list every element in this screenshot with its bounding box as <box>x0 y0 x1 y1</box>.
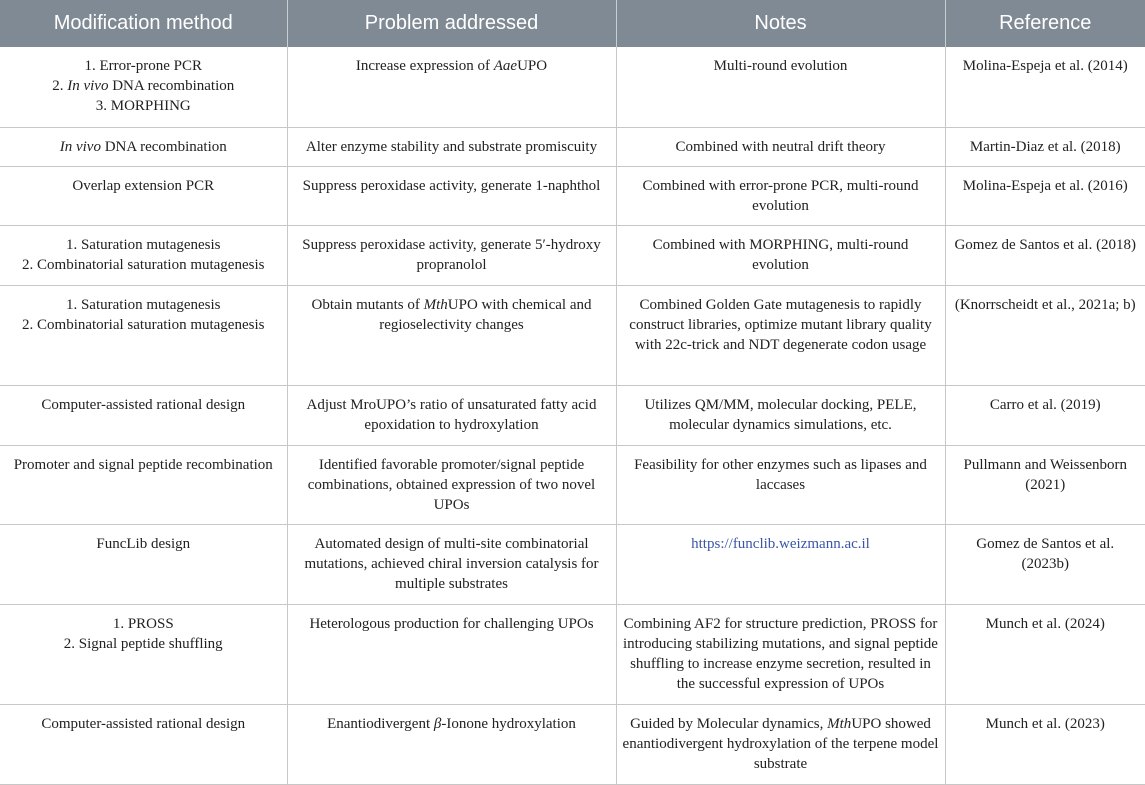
notes-cell: Multi-round evolution <box>616 47 945 127</box>
reference-cell: Martin-Diaz et al. (2018) <box>945 127 1145 166</box>
reference-cell: Munch et al. (2024) <box>945 604 1145 704</box>
notes-cell: Utilizes QM/MM, molecular docking, PELE, molecular dynamics simulations, etc. <box>616 385 945 445</box>
notes-cell: Combined with neutral drift theory <box>616 127 945 166</box>
table-row <box>0 704 1145 784</box>
method-cell <box>0 604 287 704</box>
table-row <box>0 166 1145 225</box>
problem-cell: Enantiodivergent β-Ionone hydroxylation <box>287 704 616 784</box>
method-line: In vivo DNA recombination <box>59 138 227 155</box>
header-row <box>0 0 1145 47</box>
table-row <box>0 385 1145 445</box>
method-line: 1. PROSS <box>112 615 174 632</box>
problem-cell: Obtain mutants of MthUPO with chemical and regioselectivity changes <box>287 285 616 385</box>
header-problem-addressed: Problem addressed <box>287 0 616 47</box>
problem-cell: Identified favorable promoter/signal peptide combinations, obtained expression of two novel UPOs <box>287 445 616 524</box>
table-row <box>0 285 1145 385</box>
method-line: 2. Signal peptide shuffling <box>63 635 223 652</box>
method-line: 1. Error-prone PCR <box>84 58 203 74</box>
reference-cell: Carro et al. (2019) <box>945 385 1145 445</box>
method-line: 2. Combinatorial saturation mutagenesis <box>22 316 265 333</box>
table-row <box>0 604 1145 704</box>
table-row <box>0 127 1145 166</box>
reference-cell: Gomez de Santos et al. (2023b) <box>945 524 1145 604</box>
header-notes: Notes <box>616 0 945 47</box>
funclib-link[interactable]: https://funclib.weizmann.ac.il <box>691 535 870 552</box>
method-cell <box>0 166 287 225</box>
method-cell <box>0 47 287 127</box>
reference-cell: Molina-Espeja et al. (2016) <box>945 166 1145 225</box>
notes-cell: Combined with error-prone PCR, multi-round evolution <box>616 166 945 225</box>
notes-cell: Combined Golden Gate mutagenesis to rapidly construct libraries, optimize mutant library quality with 22c-trick and NDT degenerate codon usage <box>616 285 945 385</box>
problem-cell: Heterologous production for challenging UPOs <box>287 604 616 704</box>
reference-cell: Gomez de Santos et al. (2018) <box>945 225 1145 285</box>
method-line: Promoter and signal peptide recombination <box>13 456 273 473</box>
method-cell <box>0 385 287 445</box>
method-line: 3. MORPHING <box>95 98 191 114</box>
method-line: 2. In vivo DNA recombination <box>52 78 235 94</box>
table-row <box>0 47 1145 127</box>
method-line: 1. Saturation mutagenesis <box>65 296 221 313</box>
notes-cell: Feasibility for other enzymes such as lipases and laccases <box>616 445 945 524</box>
problem-cell: Suppress peroxidase activity, generate 1-naphthol <box>287 166 616 225</box>
notes-cell: Combining AF2 for structure prediction, PROSS for introducing stabilizing mutations, and signal peptide shuffling to increase enzyme secretion, resulted in the successful expression of UPOs <box>616 604 945 704</box>
method-cell <box>0 225 287 285</box>
reference-cell: (Knorrscheidt et al., 2021a; b) <box>945 285 1145 385</box>
method-line: Overlap extension PCR <box>72 177 215 194</box>
header-modification-method: Modification method <box>0 0 287 47</box>
header-reference: Reference <box>945 0 1145 47</box>
method-line: 1. Saturation mutagenesis <box>65 236 221 253</box>
method-cell <box>0 704 287 784</box>
reference-cell: Molina-Espeja et al. (2014) <box>945 47 1145 127</box>
notes-cell <box>616 524 945 604</box>
table-row <box>0 445 1145 524</box>
method-cell <box>0 285 287 385</box>
method-line: FuncLib design <box>96 535 191 552</box>
method-line: 2. Combinatorial saturation mutagenesis <box>22 256 265 273</box>
table-row <box>0 225 1145 285</box>
problem-cell: Automated design of multi-site combinatorial mutations, achieved chiral inversion catalysis for multiple substrates <box>287 524 616 604</box>
problem-cell: Adjust MroUPO’s ratio of unsaturated fatty acid epoxidation to hydroxylation <box>287 385 616 445</box>
notes-cell: Guided by Molecular dynamics, MthUPO showed enantiodivergent hydroxylation of the terpene model substrate <box>616 704 945 784</box>
reference-cell: Munch et al. (2023) <box>945 704 1145 784</box>
method-cell <box>0 445 287 524</box>
problem-cell: Increase expression of AaeUPO <box>287 47 616 127</box>
reference-cell: Pullmann and Weissenborn (2021) <box>945 445 1145 524</box>
method-line: Computer-assisted rational design <box>41 715 246 732</box>
table-row <box>0 524 1145 604</box>
method-line: Computer-assisted rational design <box>41 396 246 413</box>
notes-cell: Combined with MORPHING, multi-round evolution <box>616 225 945 285</box>
method-cell <box>0 127 287 166</box>
problem-cell: Alter enzyme stability and substrate promiscuity <box>287 127 616 166</box>
problem-cell: Suppress peroxidase activity, generate 5′-hydroxy propranolol <box>287 225 616 285</box>
method-cell <box>0 524 287 604</box>
